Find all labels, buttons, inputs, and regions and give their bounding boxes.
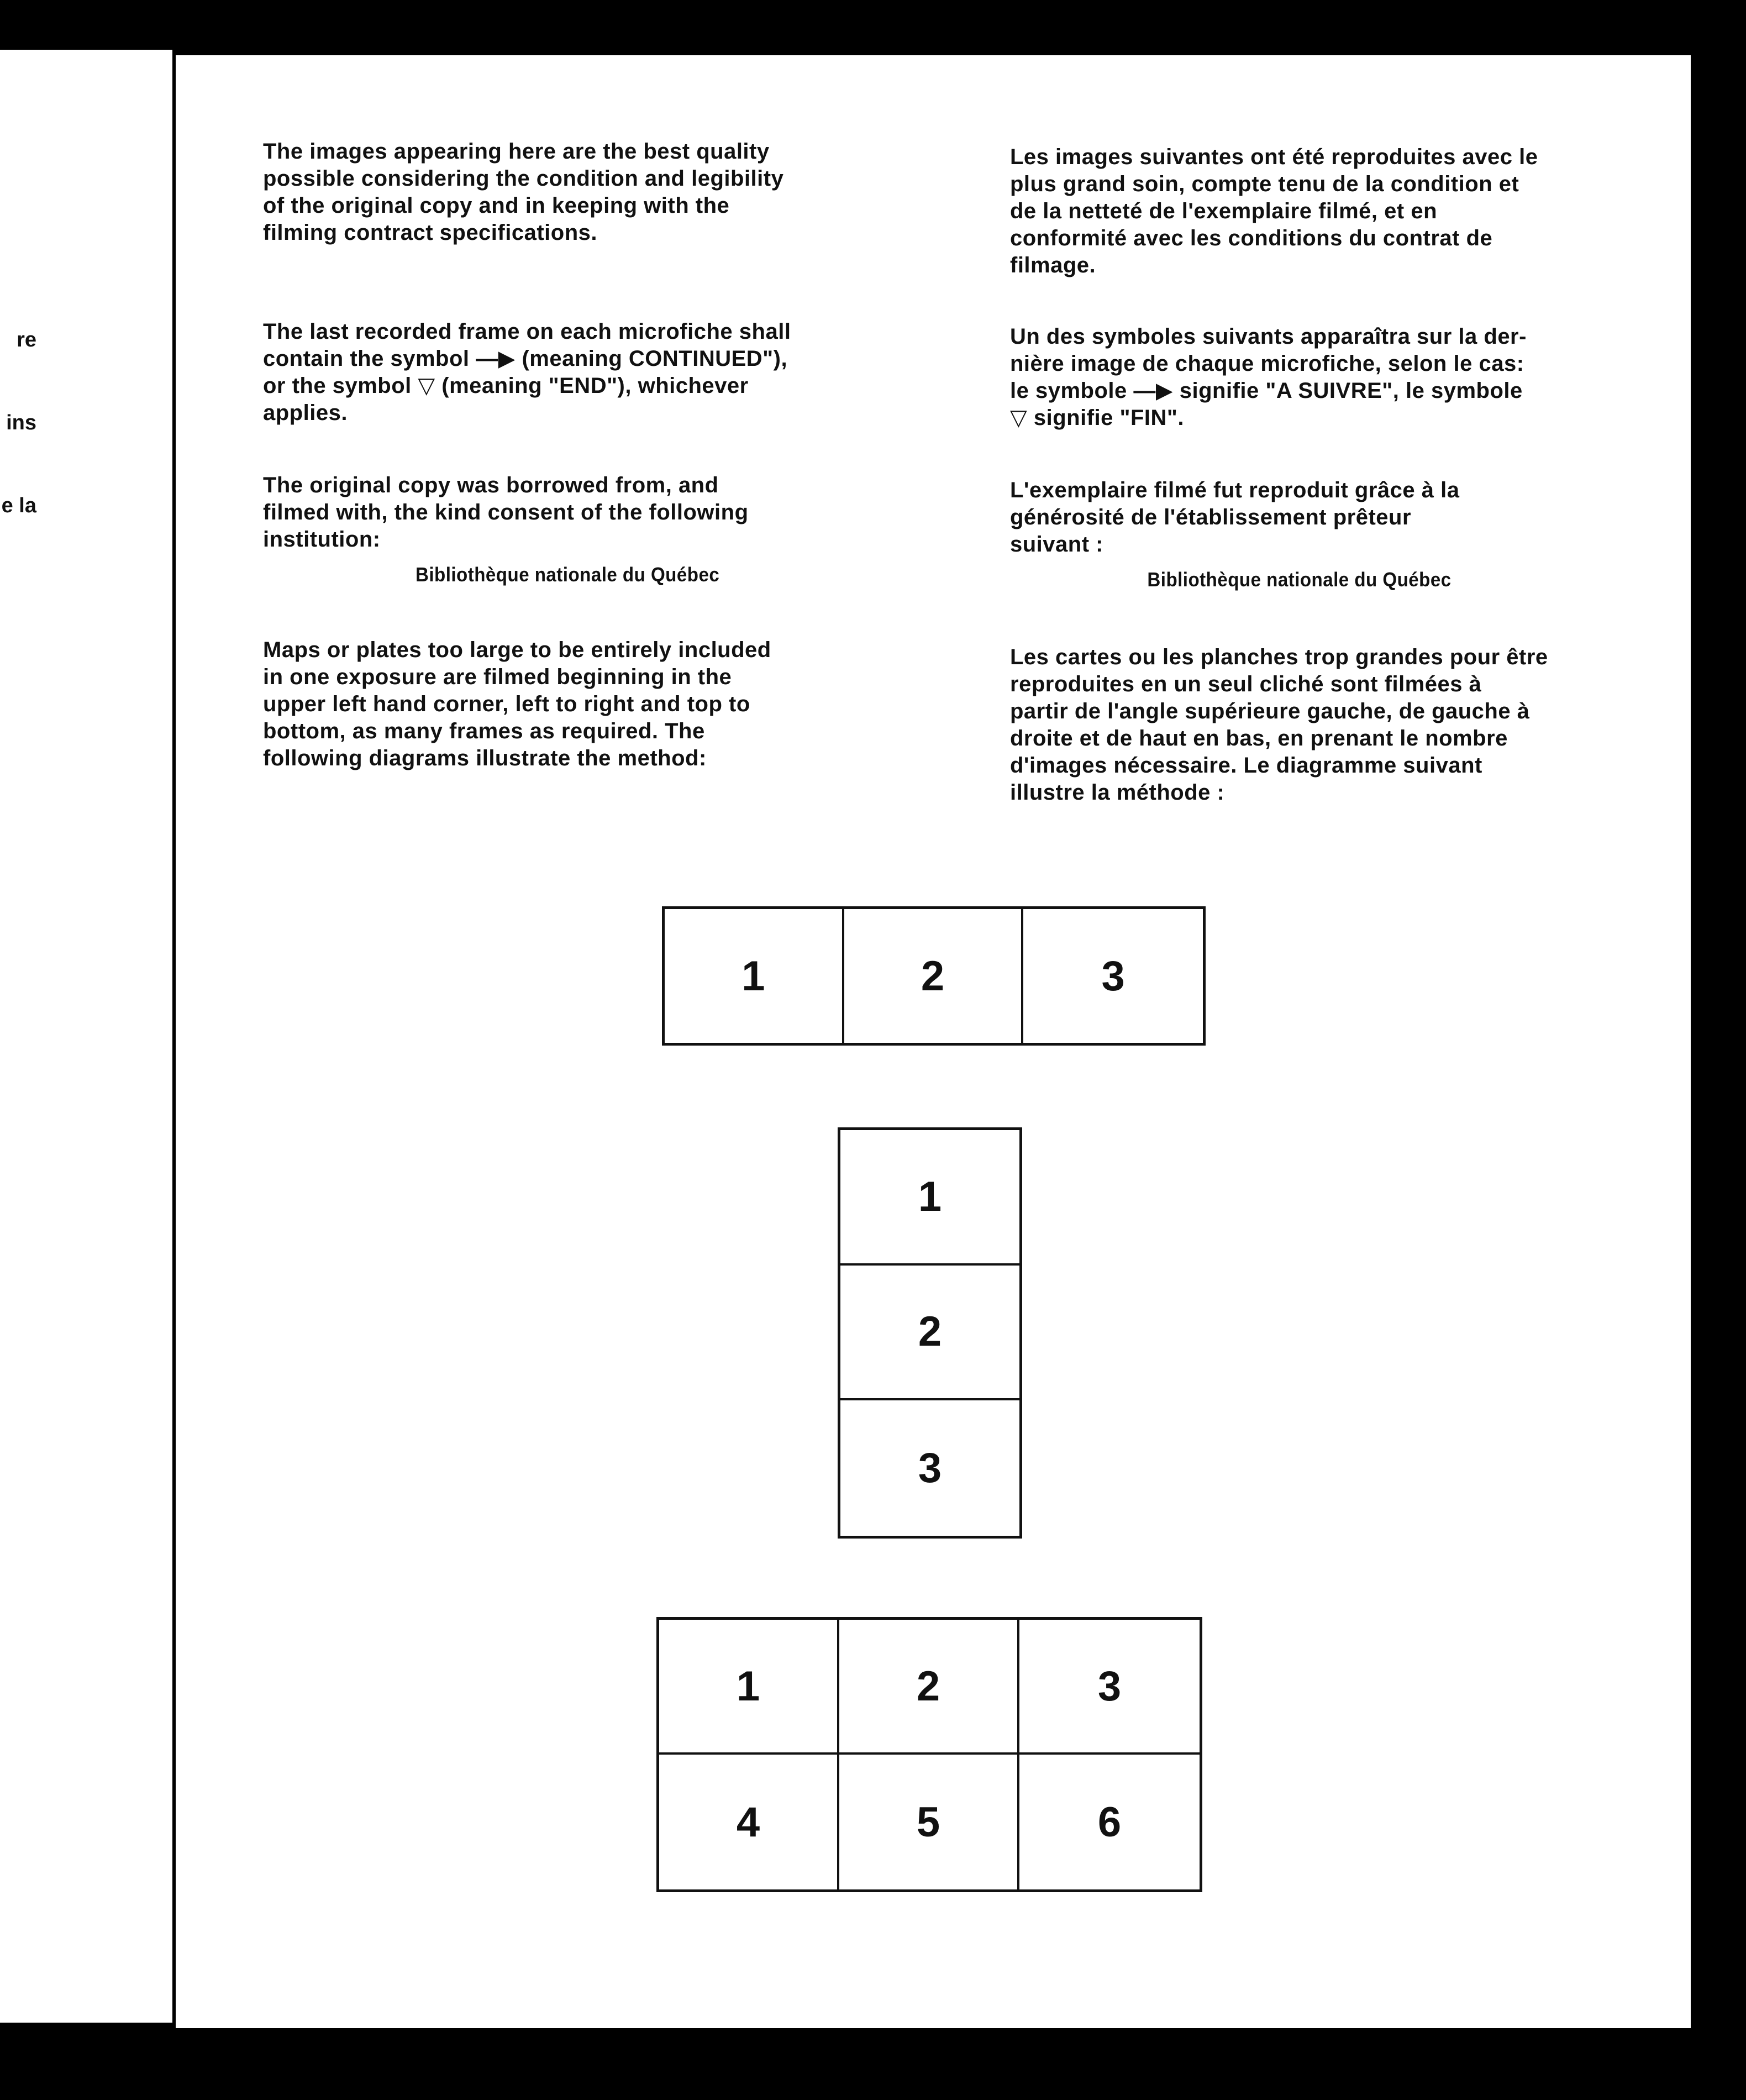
- french-column: [1010, 144, 1746, 806]
- diagram-grid-of-six: [656, 1617, 1202, 1892]
- frame-cell: 3: [1019, 1620, 1200, 1755]
- institution-name: Bibliothèque nationale du Québec: [416, 563, 720, 586]
- diagram-column-of-three: [838, 1127, 1022, 1539]
- maps-paragraph: Maps or plates too large to be entirely included in one exposure are filmed beginning in the upper left hand corner, left to right and top to bottom, as many frames as required. The following diagrams illustrate the method:: [263, 638, 771, 770]
- english-column: [263, 138, 1070, 772]
- institution-paragraph: The original copy was borrowed from, and filmed with, the kind consent of the following institution:: [263, 473, 749, 552]
- symbol-paragraph-fr: Un des symboles suivants apparaîtra sur la der- nière image de chaque microfiche, selon le cas: le symbole —▶ signifie "A SUIVRE", le symbole ▽ signifie "FIN".: [1010, 324, 1527, 430]
- image-quality-paragraph-fr: Les images suivantes ont été reproduites avec le plus grand soin, compte tenu de la condition et de la netteté de l'exemplaire filmé, et en conformité avec les conditions du contrat de filmage.: [1010, 145, 1538, 277]
- image-quality-paragraph: The images appearing here are the best quality possible considering the condition and legibility of the original copy and in keeping with the filming contract specifications.: [263, 139, 784, 245]
- frame-cell: 3: [918, 1445, 942, 1492]
- frame-cell: 6: [1097, 1798, 1122, 1846]
- fragment-line: e la: [1, 494, 36, 517]
- previous-page-edge: [0, 50, 172, 2023]
- frame-cell: 3: [1101, 952, 1125, 1000]
- institution-paragraph-fr: L'exemplaire filmé fut reproduit grâce à la générosité de l'établissement prêteur suivant :: [1010, 478, 1460, 556]
- frame-cell: 2: [839, 1620, 1019, 1755]
- previous-page-text-fragment: [0, 271, 36, 575]
- fragment-line: re: [17, 328, 36, 351]
- frame-cell: 4: [659, 1755, 839, 1889]
- frame-cell: 2: [840, 1266, 1019, 1401]
- frame-cell: 1: [840, 1130, 1019, 1266]
- document-page: [176, 55, 1691, 2028]
- symbol-paragraph: The last recorded frame on each microfiche shall contain the symbol —▶ (meaning CONTINUED"), or the symbol ▽ (meaning "END"), whichever applies.: [263, 319, 791, 425]
- frame-cell: 1: [665, 909, 844, 1043]
- frame-cell: 1: [659, 1620, 839, 1755]
- frame-cell: 5: [839, 1755, 1019, 1889]
- institution-name-fr: Bibliothèque nationale du Québec: [1147, 568, 1452, 591]
- diagram-row-of-three: [662, 906, 1206, 1046]
- maps-paragraph-fr: Les cartes ou les planches trop grandes pour être reproduites en un seul cliché sont filmées à partir de l'angle supérieure gauche, de gauche à droite et de haut en bas, en prenant le nombre d'images nécessaire. Le diagramme suivant illustre la méthode :: [1010, 645, 1548, 805]
- fragment-line: ins: [6, 411, 36, 434]
- frame-cell: 2: [844, 909, 1024, 1043]
